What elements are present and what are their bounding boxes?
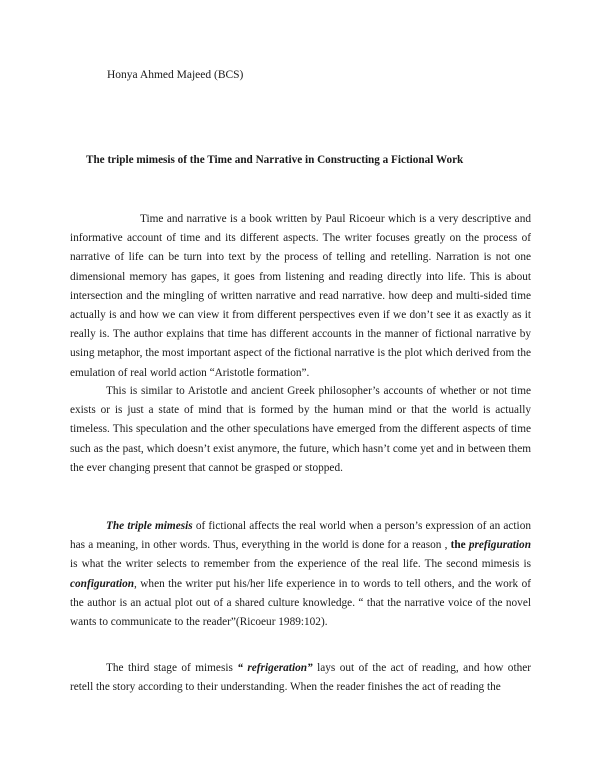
paragraph-3-text-a: of fictional affects the real world when a person’s expression of an action has a meaning, in other words. Thus, everything in the world is done for a reason , xyxy=(70,520,531,552)
essay-title: The triple mimesis of the Time and Narrative in Constructing a Fictional Work xyxy=(86,154,464,166)
term-triple-mimesis: The triple mimesis xyxy=(106,520,193,532)
word-the: the xyxy=(450,539,466,552)
author-line: Honya Ahmed Majeed (BCS) xyxy=(107,69,244,81)
paragraph-4 xyxy=(70,659,531,697)
paragraph-3-text-b: is what the writer selects to remember from the experience of the real life. The second mimesis is xyxy=(70,558,531,571)
term-refrigeration: “ refrigeration” xyxy=(237,662,313,674)
paragraph-1: Time and narrative is a book written by Paul Ricoeur which is a very descriptive and informative account of time and its different aspects. The writer focuses greatly on the process of narrative of life can be turn into text by the process of telling and retelling. Narration is not one dimensional memory has gapes, it goes from listening and reading directly into life. This is about intersection and the mingling of written narrative and read narrative. how deep and multi-sided time actually is and how we can view it from different perspectives even if we don’t see it as exactly as it really is. The author explains that time has different accounts in the manner of fictional narrative by using metaphor, the most important aspect of the fictional narrative is the plot which derived from the emulation of real world action “Aristotle formation”. xyxy=(70,213,531,379)
paragraph-3 xyxy=(70,517,531,632)
paragraph-3-text-c: , when the writer put his/her life experience in to words to tell others, and the work of the author is an actual plot out of a shared culture knowledge. “ that the narrative voice of the novel wants to communicate to the reader”(Ricoeur 1989:102). xyxy=(70,577,531,629)
term-prefiguration: prefiguration xyxy=(468,539,531,552)
paragraph-4-text-a: The third stage of mimesis xyxy=(106,662,238,674)
paragraph-2: This is similar to Aristotle and ancient Greek philosopher’s accounts of whether or not time exists or is just a state of mind that is formed by the human mind or that the world is actually timeless. This speculation and the other speculations have emerged from the different aspects of time such as the past, which doesn’t exist anymore, the future, which hasn’t come yet and in between them the ever changing present that cannot be grasped or stopped. xyxy=(70,385,531,474)
term-configuration: configuration xyxy=(70,577,135,590)
paragraph-4-text-b: lays out of the act of reading, and how other retell the story according to their understanding. When the reader finishes the act of reading the xyxy=(70,662,532,694)
